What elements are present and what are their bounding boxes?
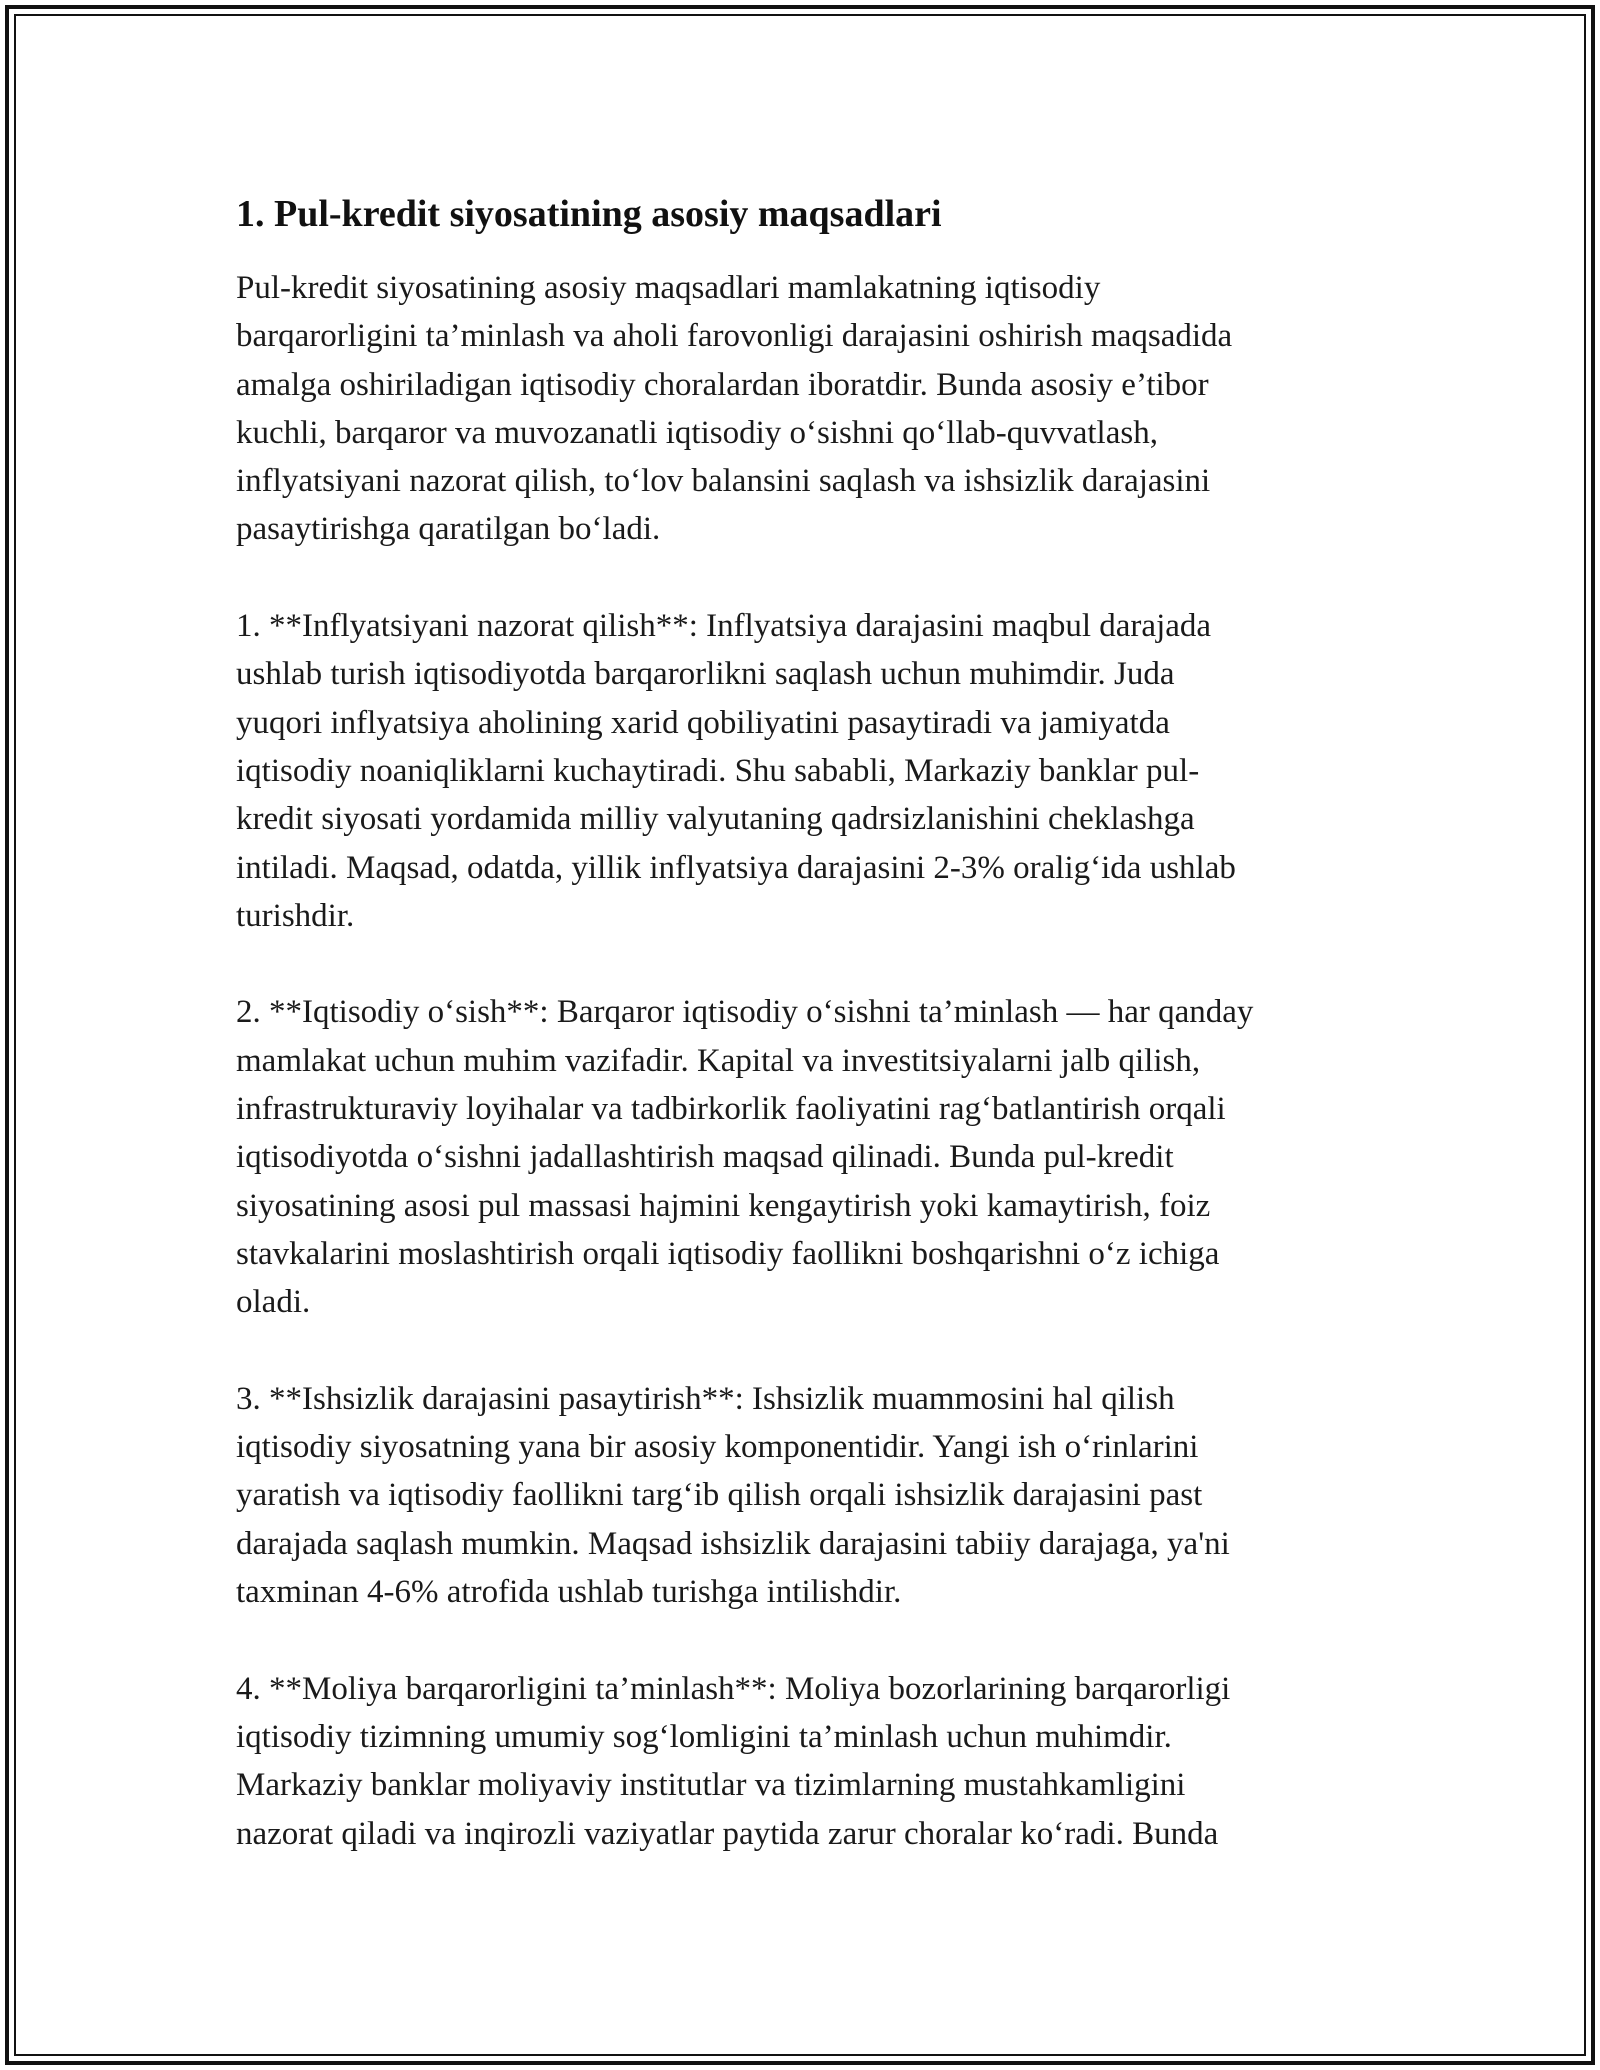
- paragraph-unemployment: 3. **Ishsizlik darajasini pasaytirish**: Ishsizlik muammosini hal qilish iqtisodiy siyosatning yana bir asosiy komponentidir. Yangi ish o‘rinlarini yaratish va iqtisodiy faollikni targ‘ib qilish orqali ishsizlik darajasini past darajada saqlash mumkin. Maqsad ishsizlik darajasini tabiiy darajaga, ya'ni taxminan 4-6% atrofida ushlab turishga intilishdir.: [236, 1380, 1230, 1611]
- paragraph-inflation-control: 1. **Inflyatsiyani nazorat qilish**: Inflyatsiya darajasini maqbul darajada ushlab turish iqtisodiyotda barqarorlikni saqlash uchun muhimdir. Juda yuqori inflyatsiya aholining xarid qobiliyatini pasaytiradi va jamiyatda iqtisodiy noaniqliklarni kuchaytiradi. Shu sababli, Markaziy banklar pul- kredit siyosati yordamida milliy valyutaning qadrsizlanishini cheklashga intiladi. Maqsad, odatda, yillik inflyatsiya darajasini 2-3% oralig‘ida ushlab turishdir.: [236, 608, 1236, 934]
- paragraph-financial-stability: 4. **Moliya barqarorligini ta’minlash**: Moliya bozorlarining barqarorligi iqtisodiy tizimning umumiy sog‘lomligini ta’minlash uchun muhimdir. Markaziy banklar moliyaviy institutlar va tizimlarning mustahkamligini nazorat qiladi va inqirozli vaziyatlar paytida zarur choralar ko‘radi. Bunda: [236, 1670, 1231, 1852]
- document-body: [236, 190, 1376, 1906]
- document-title: 1. Pul-kredit siyosatining asosiy maqsadlari: [236, 193, 942, 235]
- paragraph-economic-growth: 2. **Iqtisodiy o‘sish**: Barqaror iqtisodiy o‘sishni ta’minlash — har qanday mamlakat uchun muhim vazifadir. Kapital va investitsiyalarni jalb qilish, infrastrukturaviy loyihalar va tadbirkorlik faoliyatini rag‘batlantirish orqali iqtisodiyotda o‘sishni jadallashtirish maqsad qilinadi. Bunda pul-kredit siyosatining asosi pul massasi hajmini kengaytirish yoki kamaytirish, foiz stavkalarini moslashtirish orqali iqtisodiy faollikni boshqarishni o‘z ichiga oladi.: [236, 994, 1254, 1321]
- intro-paragraph: Pul-kredit siyosatining asosiy maqsadlari mamlakatning iqtisodiy barqarorligini ta’minlash va aholi farovonligi darajasini oshirish maqsadida amalga oshiriladigan iqtisodiy choralardan iboratdir. Bunda asosiy e’tibor kuchli, barqaror va muvozanatli iqtisodiy o‘sishni qo‘llab-quvvatlash, inflyatsiyani nazorat qilish, to‘lov balansini saqlash va ishsizlik darajasini pasaytirishga qaratilgan bo‘ladi.: [236, 270, 1233, 548]
